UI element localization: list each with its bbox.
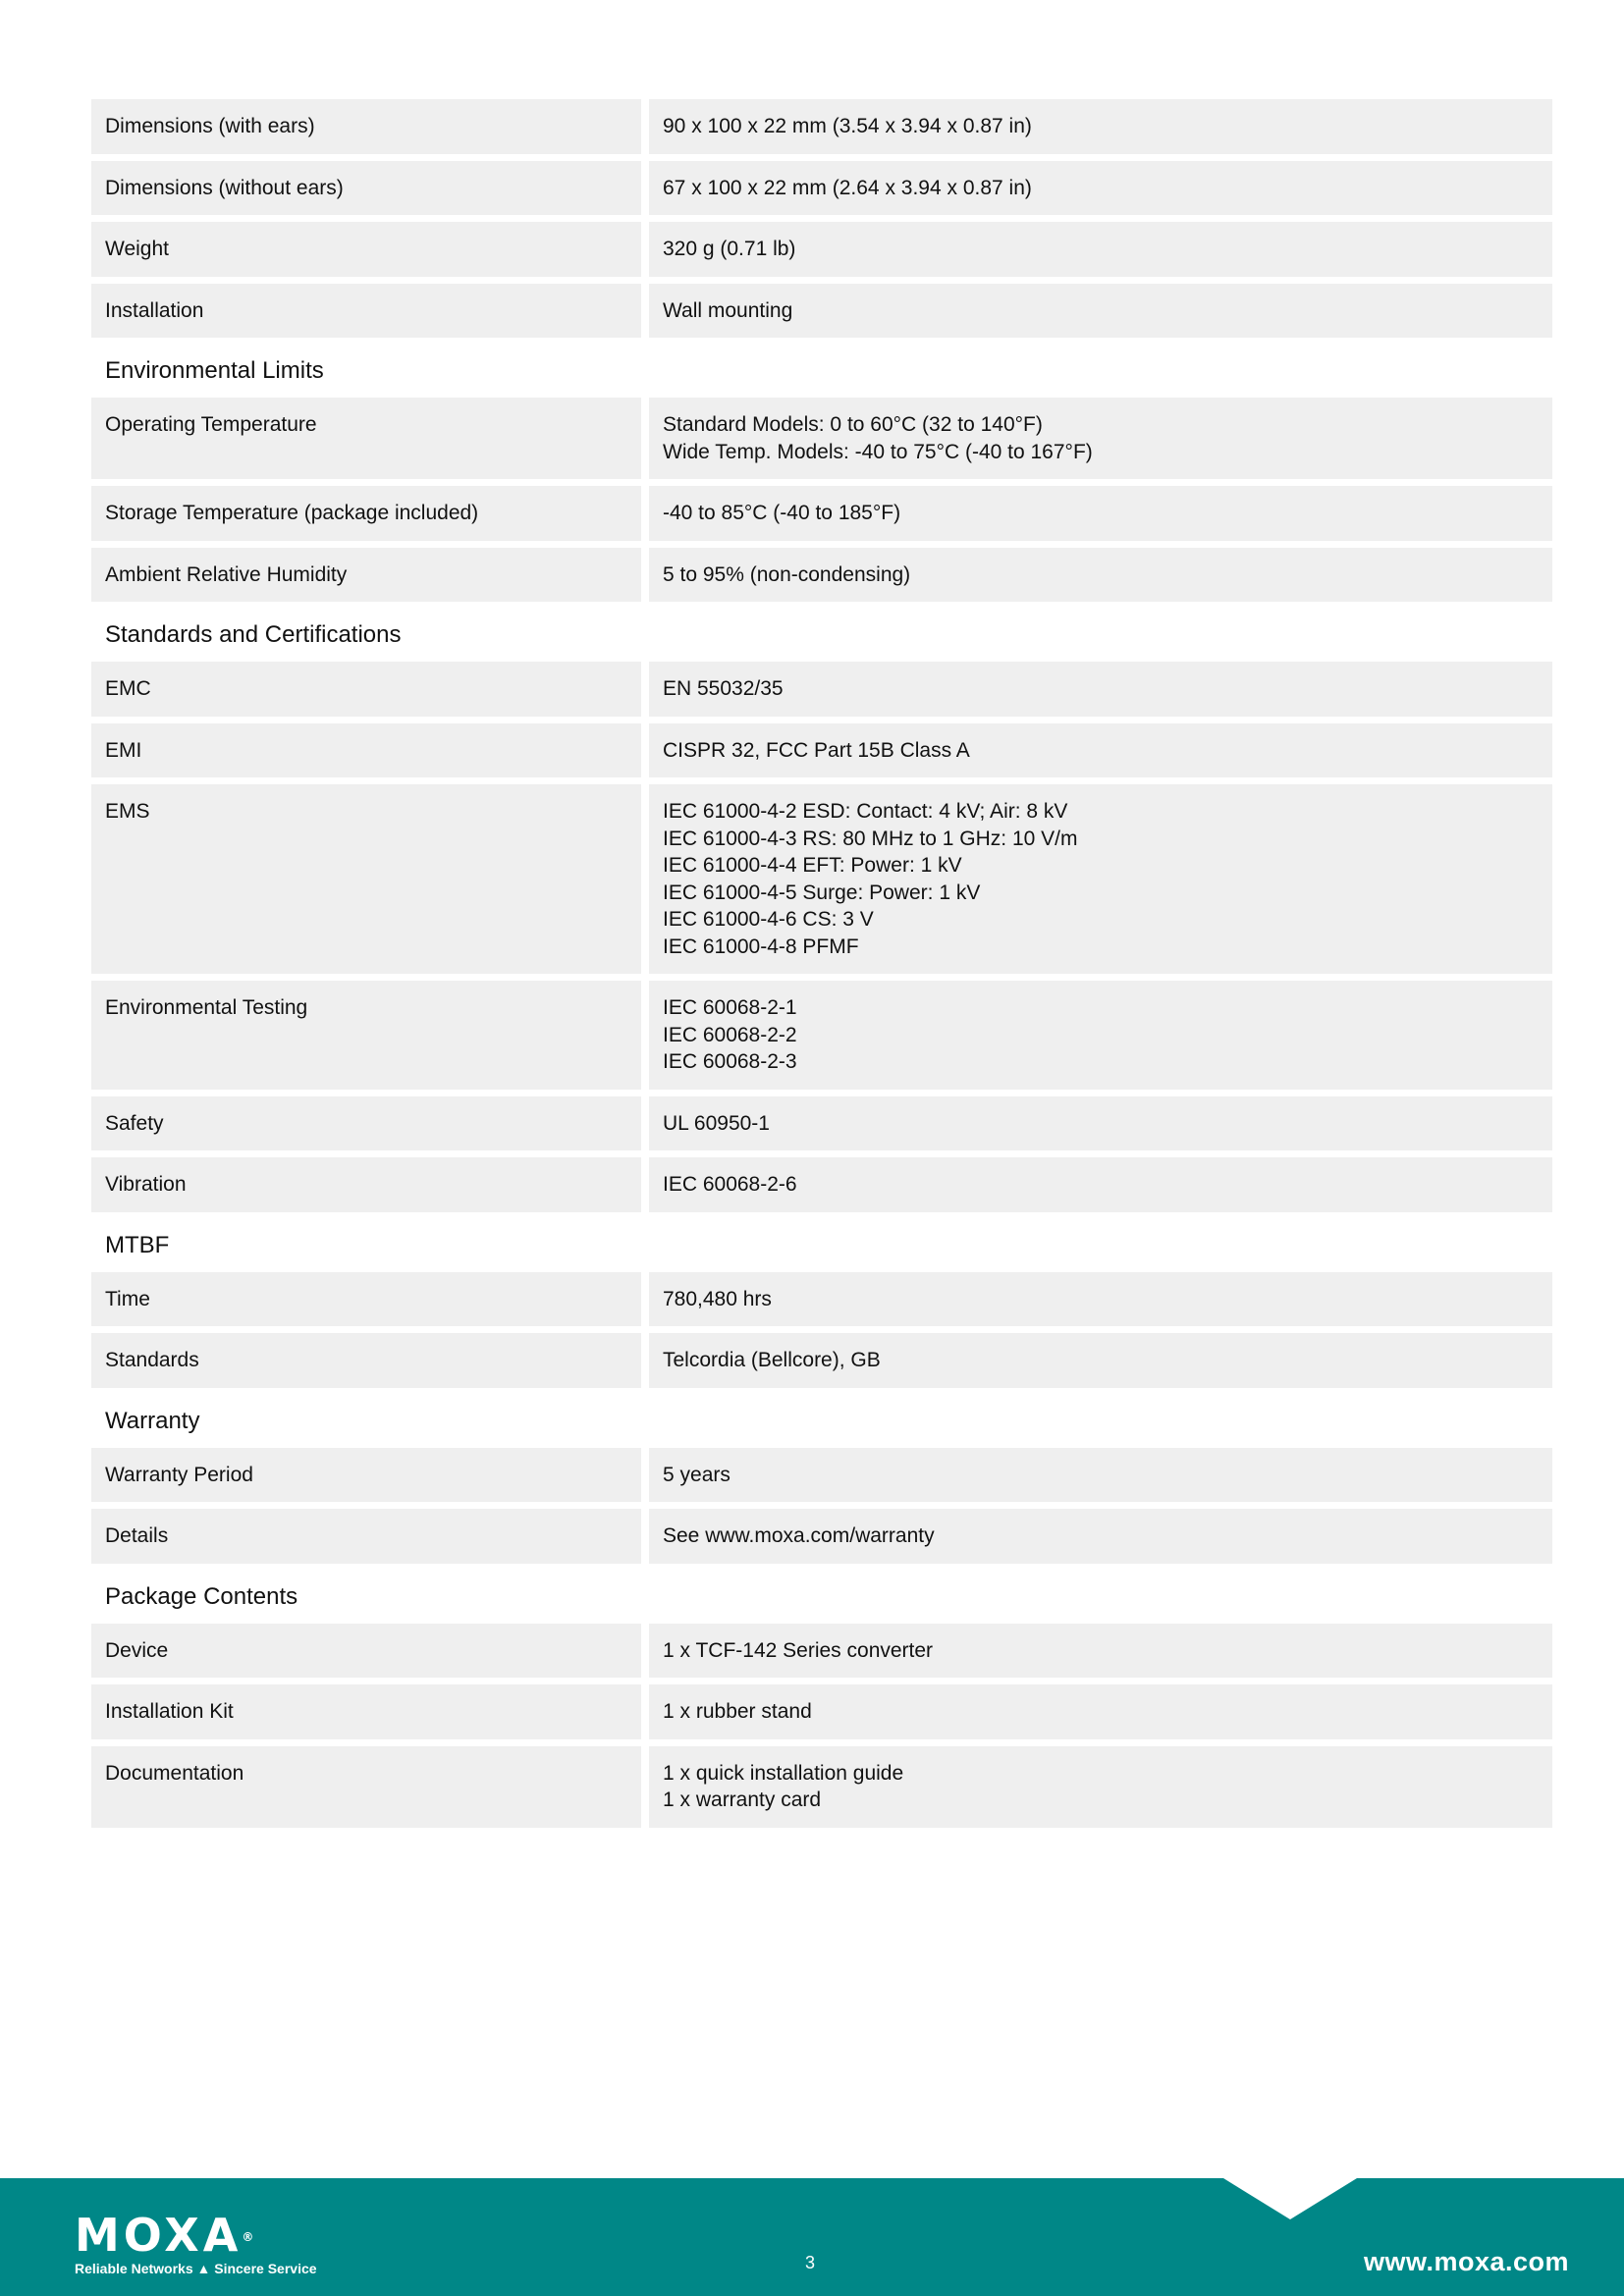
spec-value xyxy=(649,548,1552,603)
spec-value-line: IEC 61000-4-5 Surge: Power: 1 kV xyxy=(663,881,981,904)
spec-label: Documentation xyxy=(91,1746,641,1828)
spec-value-line: CISPR 32, FCC Part 15B Class A xyxy=(663,738,970,762)
spec-value-line: 1 x TCF-142 Series converter xyxy=(663,1638,934,1662)
spec-value-line: EN 55032/35 xyxy=(663,677,784,700)
spec-label: Dimensions (with ears) xyxy=(91,99,641,154)
spec-value xyxy=(649,662,1552,717)
spec-row xyxy=(91,1624,1552,1679)
spec-value-line: IEC 61000-4-2 ESD: Contact: 4 kV; Air: 8 kV xyxy=(663,800,1068,823)
spec-row xyxy=(91,161,1552,216)
spec-value xyxy=(649,99,1552,154)
spec-label: Installation xyxy=(91,284,641,339)
spec-value-line: IEC 61000-4-4 EFT: Power: 1 kV xyxy=(663,854,962,877)
spec-value-line: Wall mounting xyxy=(663,298,793,322)
spec-row xyxy=(91,222,1552,277)
spec-label: Standards xyxy=(91,1333,641,1388)
logo-text: MOXA xyxy=(75,2209,243,2262)
section-title: Standards and Certifications xyxy=(105,621,402,648)
spec-row xyxy=(91,1333,1552,1388)
spec-value-line: 1 x rubber stand xyxy=(663,1700,812,1723)
spec-label: Time xyxy=(91,1272,641,1327)
page-number: 3 xyxy=(805,2253,816,2272)
spec-value-line: IEC 60068-2-3 xyxy=(663,1050,797,1073)
spec-label: Warranty Period xyxy=(91,1448,641,1503)
spec-row xyxy=(91,548,1552,603)
spec-row xyxy=(91,284,1552,339)
page-footer xyxy=(0,2178,1624,2296)
spec-value-line: 90 x 100 x 22 mm (3.54 x 3.94 x 0.87 in) xyxy=(663,115,1032,137)
spec-table xyxy=(91,99,1552,1835)
spec-value-line: See www.moxa.com/warranty xyxy=(663,1524,935,1547)
spec-value-line: IEC 61000-4-3 RS: 80 MHz to 1 GHz: 10 V/m xyxy=(663,827,1078,850)
spec-row xyxy=(91,1509,1552,1564)
footer-notch xyxy=(1223,2178,1357,2219)
spec-value xyxy=(649,1157,1552,1212)
spec-label: Safety xyxy=(91,1096,641,1151)
spec-value-line: 780,480 hrs xyxy=(663,1287,772,1310)
spec-label: Details xyxy=(91,1509,641,1564)
spec-label: Environmental Testing xyxy=(91,981,641,1090)
spec-value-line: IEC 61000-4-6 CS: 3 V xyxy=(663,908,874,931)
spec-value-line: Wide Temp. Models: -40 to 75°C (-40 to 167°F) xyxy=(663,440,1093,463)
spec-value-line: 5 years xyxy=(663,1463,731,1486)
spec-row xyxy=(91,662,1552,717)
spec-section xyxy=(91,609,1552,1212)
spec-label: Vibration xyxy=(91,1157,641,1212)
spec-row xyxy=(91,1272,1552,1327)
spec-value xyxy=(649,1096,1552,1151)
spec-value xyxy=(649,1684,1552,1739)
spec-label: Device xyxy=(91,1624,641,1679)
spec-value-line: -40 to 85°C (-40 to 185°F) xyxy=(663,502,901,524)
spec-value-line: IEC 60068-2-6 xyxy=(663,1173,797,1196)
spec-label: Weight xyxy=(91,222,641,277)
spec-section xyxy=(91,1395,1552,1564)
registered-mark: ® xyxy=(242,2230,254,2244)
spec-value-line: 320 g (0.71 lb) xyxy=(663,238,796,260)
spec-label: Operating Temperature xyxy=(91,398,641,479)
spec-value xyxy=(649,784,1552,974)
spec-value xyxy=(649,1509,1552,1564)
spec-value-line: 67 x 100 x 22 mm (2.64 x 3.94 x 0.87 in) xyxy=(663,176,1032,199)
spec-value-line: IEC 61000-4-8 PFMF xyxy=(663,934,859,958)
spec-value xyxy=(649,1624,1552,1679)
spec-value-line: Telcordia (Bellcore), GB xyxy=(663,1349,881,1371)
logo-tagline: Reliable Networks ▲ Sincere Service xyxy=(75,2261,317,2276)
spec-value xyxy=(649,284,1552,339)
spec-row xyxy=(91,1157,1552,1212)
section-title: Warranty xyxy=(105,1407,200,1434)
spec-value xyxy=(649,1746,1552,1828)
spec-label: Ambient Relative Humidity xyxy=(91,548,641,603)
spec-label: Installation Kit xyxy=(91,1684,641,1739)
spec-section xyxy=(91,99,1552,338)
spec-value-line: IEC 60068-2-1 xyxy=(663,996,797,1019)
spec-label: Storage Temperature (package included) xyxy=(91,486,641,541)
spec-row xyxy=(91,1096,1552,1151)
spec-value-line: IEC 60068-2-2 xyxy=(663,1023,797,1046)
spec-section xyxy=(91,1571,1552,1828)
spec-value xyxy=(649,723,1552,778)
spec-section xyxy=(91,1219,1552,1388)
section-title: MTBF xyxy=(105,1231,170,1258)
spec-value-line: 5 to 95% (non-condensing) xyxy=(663,562,911,586)
spec-value xyxy=(649,1333,1552,1388)
spec-value-line: UL 60950-1 xyxy=(663,1111,770,1135)
website-link[interactable]: www.moxa.com xyxy=(1363,2247,1569,2276)
spec-row xyxy=(91,784,1552,974)
spec-row xyxy=(91,1746,1552,1828)
spec-row xyxy=(91,486,1552,541)
spec-value xyxy=(649,161,1552,216)
spec-row xyxy=(91,981,1552,1090)
spec-value xyxy=(649,398,1552,479)
spec-value xyxy=(649,222,1552,277)
spec-value xyxy=(649,981,1552,1090)
spec-row xyxy=(91,398,1552,479)
spec-value xyxy=(649,1448,1552,1503)
spec-value-line: 1 x quick installation guide xyxy=(663,1761,904,1785)
section-title: Package Contents xyxy=(105,1582,298,1610)
spec-row xyxy=(91,1684,1552,1739)
moxa-logo xyxy=(75,2209,350,2281)
spec-row xyxy=(91,723,1552,778)
spec-value-line: Standard Models: 0 to 60°C (32 to 140°F) xyxy=(663,413,1043,436)
spec-label: EMI xyxy=(91,723,641,778)
spec-section xyxy=(91,345,1552,602)
spec-label: EMS xyxy=(91,784,641,974)
spec-row xyxy=(91,1448,1552,1503)
spec-row xyxy=(91,99,1552,154)
spec-value-line: 1 x warranty card xyxy=(663,1789,822,1811)
spec-label: EMC xyxy=(91,662,641,717)
section-title: Environmental Limits xyxy=(105,357,324,384)
spec-value xyxy=(649,1272,1552,1327)
spec-label: Dimensions (without ears) xyxy=(91,161,641,216)
spec-value xyxy=(649,486,1552,541)
